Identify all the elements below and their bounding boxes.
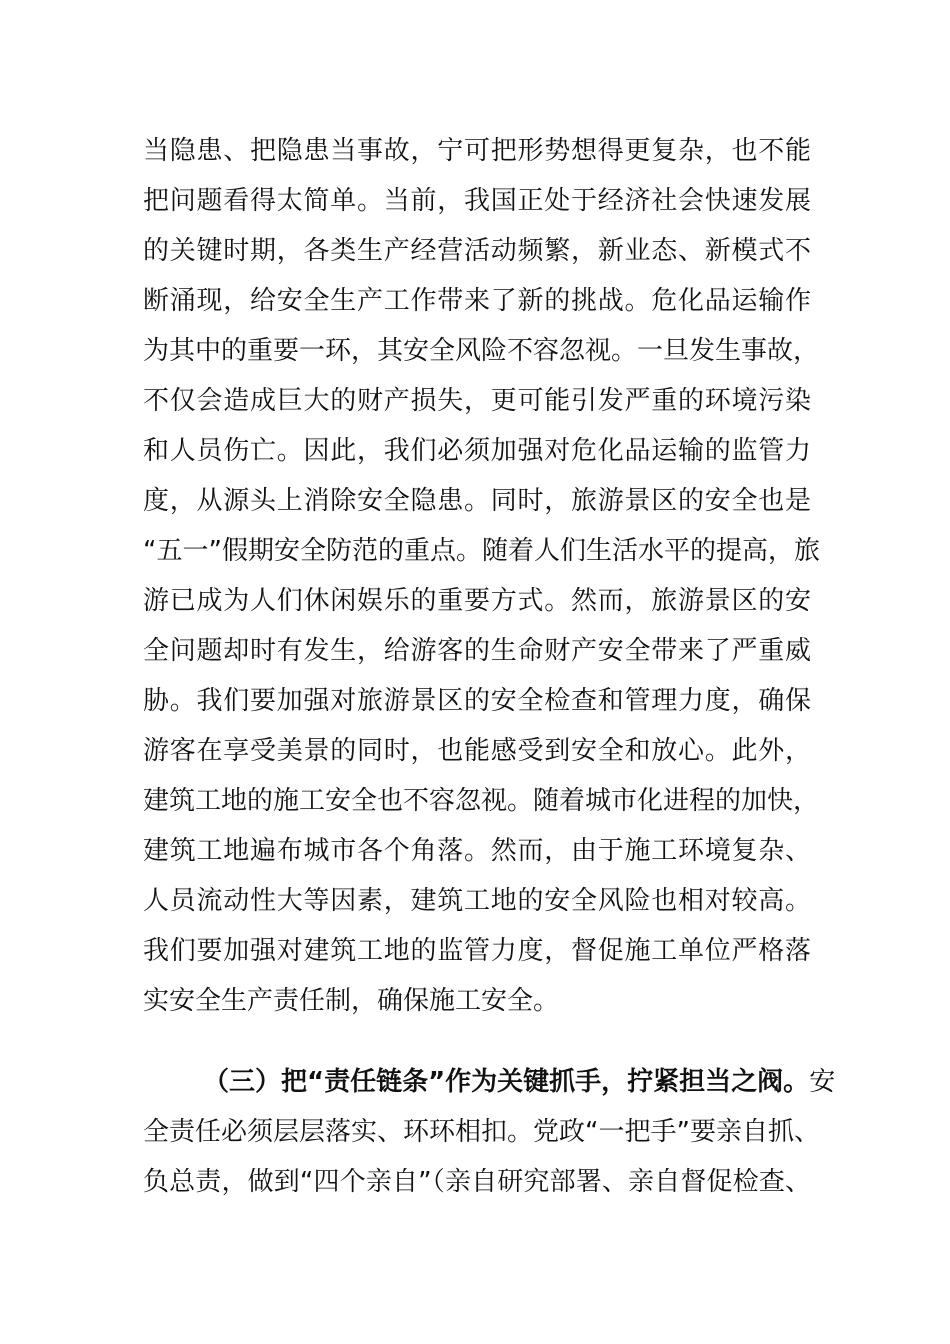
section-heading: （三）把“责任链条”作为关键抓手，拧紧担当之阀。 <box>203 1067 810 1097</box>
body-paragraph <box>143 126 820 1026</box>
text-line: 的关键时期，各类生产经营活动频繁，新业态、新模式不 <box>143 236 811 266</box>
text-line: 游客在享受美景的同时，也能感受到安全和放心。此外， <box>143 736 811 766</box>
text-line: 度，从源头上消除安全隐患。同时，旅游景区的安全也是 <box>143 486 811 516</box>
text-line: 全问题却时有发生，给游客的生命财产安全带来了严重威 <box>143 636 811 666</box>
section-paragraph <box>143 1057 836 1207</box>
text-line: 人员流动性大等因素，建筑工地的安全风险也相对较高。 <box>143 886 811 916</box>
text-line: 全责任必须层层落实、环环相扣。党政“一把手”要亲自抓、 <box>143 1117 820 1147</box>
text-line: 当隐患、把隐患当事故，宁可把形势想得更复杂，也不能 <box>143 136 811 166</box>
text-line: 建筑工地的施工安全也不容忽视。随着城市化进程的加快， <box>143 786 820 816</box>
text-line: 负总责，做到“四个亲自”（亲自研究部署、亲自督促检查、 <box>143 1167 811 1197</box>
text-line: 游已成为人们休闲娱乐的重要方式。然而，旅游景区的安 <box>143 586 811 616</box>
text-line: 建筑工地遍布城市各个角落。然而，由于施工环境复杂、 <box>143 836 811 866</box>
text-line: 胁。我们要加强对旅游景区的安全检查和管理力度，确保 <box>143 686 811 716</box>
section-first-line <box>143 1057 836 1107</box>
text-line: “五一”假期安全防范的重点。随着人们生活水平的提高，旅 <box>143 536 820 566</box>
text-line: 断涌现，给安全生产工作带来了新的挑战。危化品运输作 <box>143 286 811 316</box>
text-line: 为其中的重要一环，其安全风险不容忽视。一旦发生事故， <box>143 336 820 366</box>
text-line: 不仅会造成巨大的财产损失，更可能引发严重的环境污染 <box>143 386 811 416</box>
text-fragment: 安 <box>809 1067 836 1097</box>
text-line: 我们要加强对建筑工地的监管力度，督促施工单位严格落 <box>143 936 811 966</box>
text-line: 把问题看得太简单。当前，我国正处于经济社会快速发展 <box>143 186 811 216</box>
text-line: 实安全生产责任制，确保施工安全。 <box>143 986 560 1016</box>
text-line: 和人员伤亡。因此，我们必须加强对危化品运输的监管力 <box>143 436 811 466</box>
